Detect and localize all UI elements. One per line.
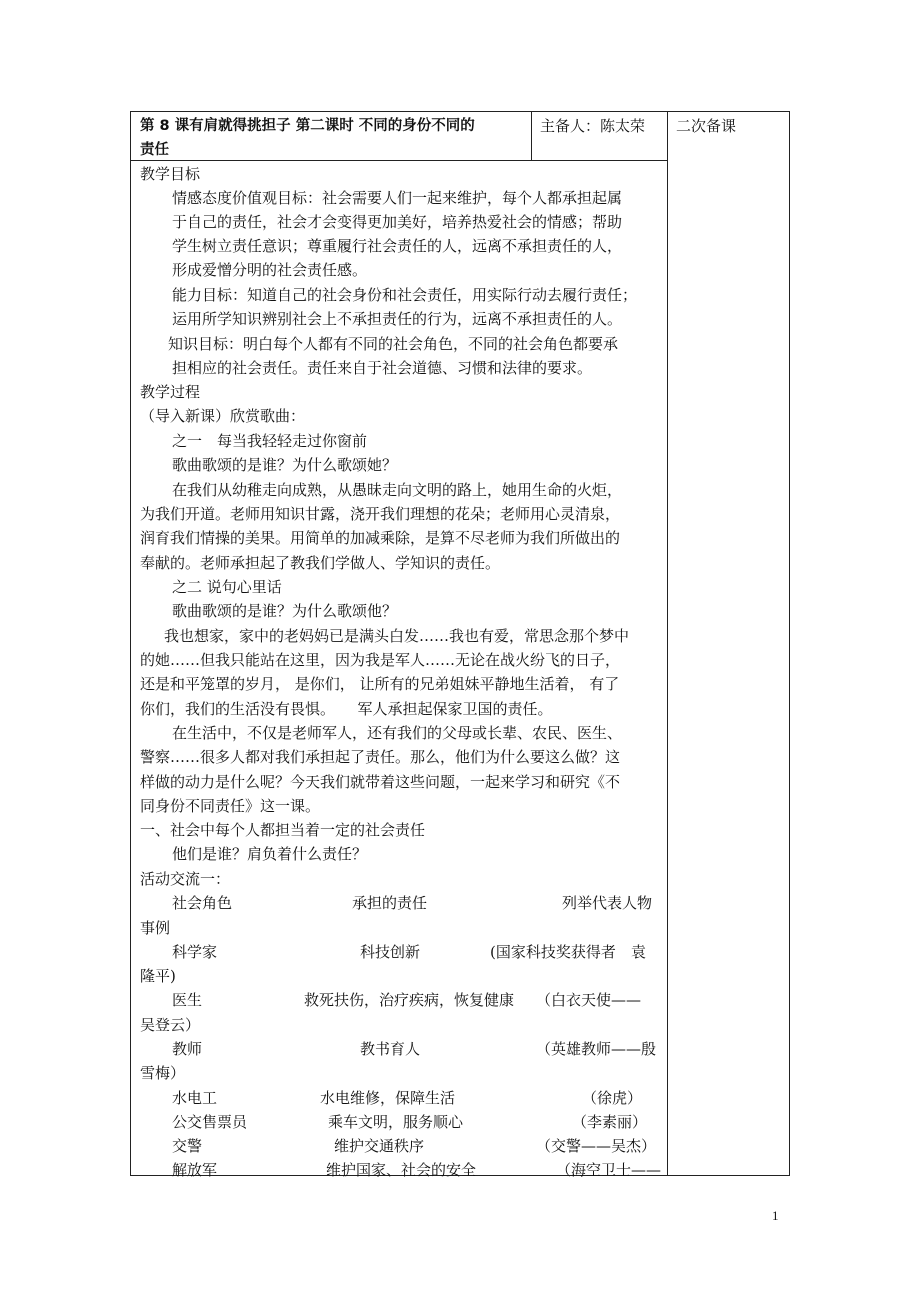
goal-line: 知识目标：明白每个人都有不同的社会角色，不同的社会角色都要承 — [168, 335, 619, 353]
person-cell: （白衣天使—— — [536, 991, 642, 1009]
body-line: （导入新课）欣赏歌曲： — [140, 407, 306, 425]
goal-line: 学生树立责任意识；尊重履行社会责任的人，远离不承担责任的人， — [172, 237, 623, 255]
body-line: 他们是谁？肩负着什么责任？ — [172, 845, 368, 863]
goal-line: 于自己的责任，社会才会变得更加美好，培养热爱社会的情感；帮助 — [172, 213, 623, 231]
person-cell-wrap: 雪梅） — [140, 1064, 186, 1082]
section-heading: 教学过程 — [140, 383, 201, 401]
body-line: 样做的动力是什么呢？今天我们就带着这些问题，一起来学习和研究《不 — [140, 773, 621, 791]
body-line: 润育我们情操的美果。用简单的加减乘除，是算不尽老师为我们所做出的 — [140, 529, 621, 547]
role-cell: 医生 — [172, 991, 203, 1009]
person-cell-wrap: 吴登云） — [140, 1016, 201, 1034]
person-cell: （海空卫士—— — [556, 1161, 662, 1179]
person-cell: (国家科技奖获得者 袁 — [490, 943, 646, 961]
role-cell: 解放军 — [172, 1161, 218, 1179]
page-number: 1 — [772, 1208, 779, 1223]
person-cell: （英雄教师——殷 — [536, 1040, 657, 1058]
lesson-title: 第 8 课有肩就得挑担子 第二课时 不同的身份不同的 — [140, 118, 475, 134]
column-divider — [531, 112, 532, 160]
column-divider — [667, 112, 668, 1175]
body-line: 的她……但我只能站在这里，因为我是军人……无论在战火纷飞的日子， — [140, 651, 621, 669]
person-cell: （徐虎） — [582, 1089, 643, 1107]
lesson-title-cont: 责任 — [140, 142, 169, 158]
body-line: 你们，我们的生活没有畏惧。 军人承担起保家卫国的责任。 — [140, 700, 553, 718]
person-cell: 列举代表人物 — [562, 894, 653, 912]
body-line: 警察……很多人都对我们承担起了责任。那么，他们为什么要这么做？这 — [140, 748, 621, 766]
duty-cell: 乘车文明，服务顺心 — [328, 1113, 464, 1131]
duty-cell: 教书育人 — [360, 1040, 421, 1058]
body-line: 为我们开道。老师用知识甘露，浇开我们理想的花朵；老师用心灵清泉， — [140, 505, 621, 523]
role-cell: 社会角色 — [172, 894, 233, 912]
preparer-label: 主备人：陈太荣 — [540, 117, 646, 135]
body-line: 歌曲歌颂的是谁？为什么歌颂他？ — [172, 602, 398, 620]
role-cell: 公交售票员 — [172, 1113, 248, 1131]
duty-cell: 维护国家、社会的安全 — [326, 1161, 477, 1179]
role-cell: 科学家 — [172, 943, 218, 961]
role-cell: 教师 — [172, 1040, 203, 1058]
body-line: 在生活中，不仅是老师军人，还有我们的父母或长辈、农民、医生、 — [172, 724, 623, 742]
section-heading: 一、社会中每个人都担当着一定的社会责任 — [140, 821, 426, 839]
body-line: 奉献的。老师承担起了教我们学做人、学知识的责任。 — [140, 554, 501, 572]
body-line: 我也想家，家中的老妈妈已是满头白发……我也有爱，常思念那个梦中 — [164, 627, 630, 645]
section-heading: 教学目标 — [140, 165, 201, 183]
body-line: 在我们从幼稚走向成熟，从愚昧走向文明的路上，她用生命的火炬， — [172, 481, 623, 499]
person-cell-wrap: 隆平) — [140, 967, 176, 985]
role-cell: 水电工 — [172, 1089, 218, 1107]
person-cell-wrap: 事例 — [140, 919, 171, 937]
body-line: 歌曲歌颂的是谁？为什么歌颂她？ — [172, 456, 398, 474]
duty-cell: 承担的责任 — [352, 894, 428, 912]
body-line: 同身份不同责任》这一课。 — [140, 797, 321, 815]
person-cell: （交警——吴杰） — [536, 1137, 657, 1155]
goal-line: 情感态度价值观目标：社会需要人们一起来维护，每个人都承担起属 — [172, 189, 623, 207]
goal-line: 形成爱憎分明的社会责任感。 — [172, 261, 368, 279]
body-line: 活动交流一： — [140, 870, 231, 888]
person-cell: （李素丽） — [572, 1113, 648, 1131]
role-cell: 交警 — [172, 1137, 203, 1155]
duty-cell: 水电维修，保障生活 — [320, 1089, 456, 1107]
body-line: 之一 每当我轻轻走过你窗前 — [172, 432, 368, 450]
body-line: 还是和平笼罩的岁月， 是你们， 让所有的兄弟姐妹平静地生活着， 有了 — [140, 675, 620, 693]
goal-line: 能力目标：知道自己的社会身份和社会责任，用实际行动去履行责任； — [172, 286, 638, 304]
duty-cell: 科技创新 — [360, 943, 421, 961]
body-line: 之二 说句心里话 — [172, 578, 282, 596]
duty-cell: 救死扶伤，治疗疾病，恢复健康 — [304, 991, 515, 1009]
duty-cell: 维护交通秩序 — [334, 1137, 425, 1155]
lesson-plan-table — [130, 111, 790, 1179]
row-divider — [131, 160, 667, 161]
goal-line: 担相应的社会责任。责任来自于社会道德、习惯和法律的要求。 — [172, 359, 593, 377]
second-prep-label: 二次备课 — [676, 117, 737, 135]
goal-line: 运用所学知识辨别社会上不承担责任的行为，远离不承担责任的人。 — [172, 310, 623, 328]
